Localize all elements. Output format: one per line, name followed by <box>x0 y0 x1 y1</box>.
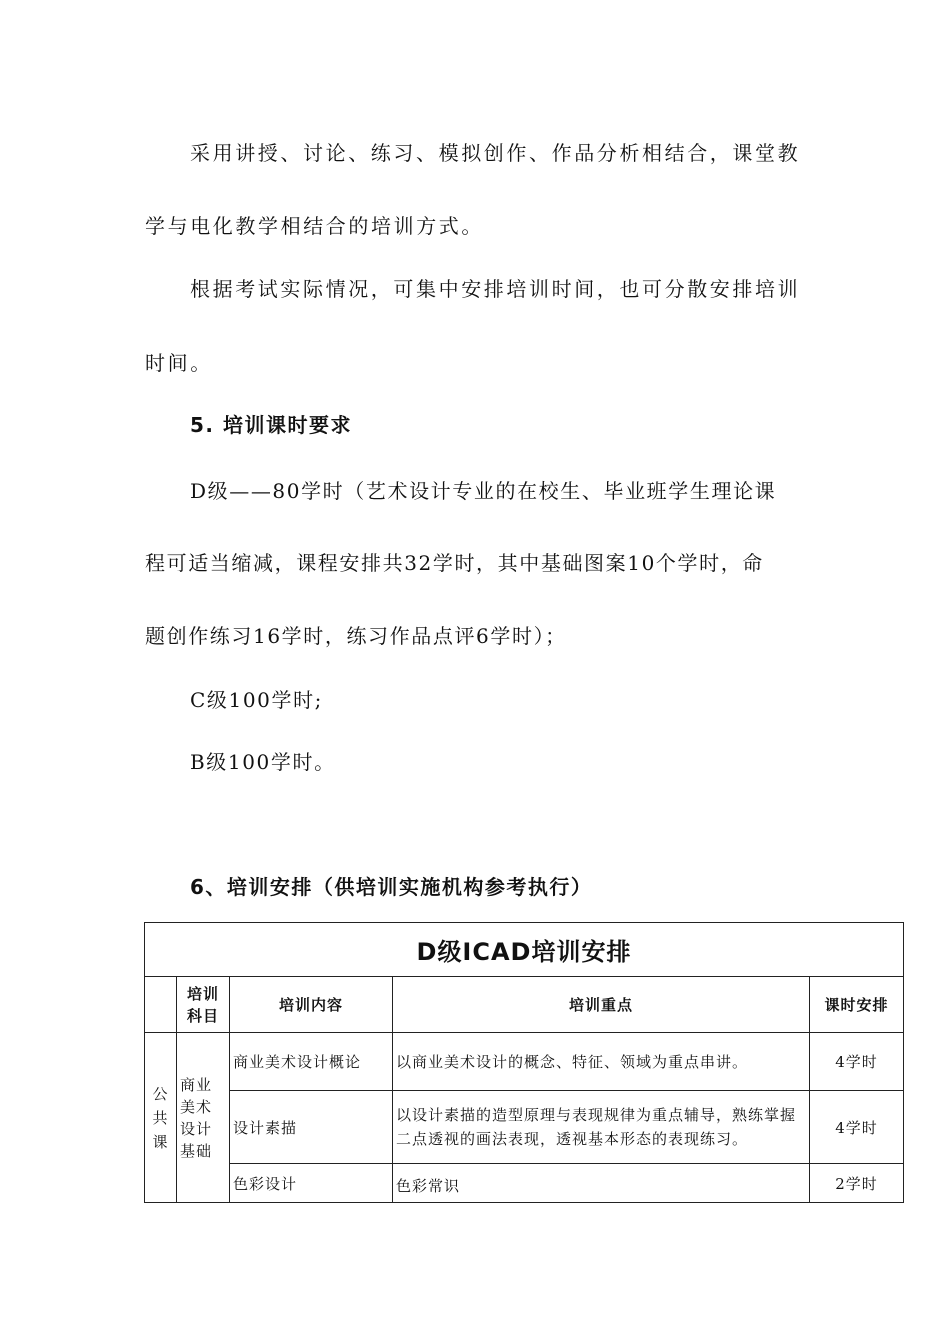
subject-cell: 商业美术设计基础 <box>177 1033 230 1203</box>
paragraph-line: 题创作练习16学时，练习作品点评6学时）； <box>145 624 567 648</box>
content-cell: 商业美术设计概论 <box>230 1033 393 1091</box>
content-cell: 色彩设计 <box>230 1164 393 1203</box>
paragraph-line: D级——80学时（艺术设计专业的在校生、毕业班学生理论课 <box>190 479 777 503</box>
paragraph-line: 根据考试实际情况，可集中安排培训时间，也可分散安排培训 <box>190 277 801 301</box>
hours-cell: 4学时 <box>810 1091 904 1164</box>
content-cell: 设计素描 <box>230 1091 393 1164</box>
training-schedule-table <box>144 922 904 1203</box>
paragraph-line: 学与电化教学相结合的培训方式。 <box>145 214 484 238</box>
table-title: D级ICAD培训安排 <box>145 923 904 977</box>
hours-cell: 4学时 <box>810 1033 904 1091</box>
table-row <box>145 1033 904 1091</box>
focus-cell: 色彩常识 <box>393 1164 810 1203</box>
paragraph-line: 程可适当缩减，课程安排共32学时，其中基础图案10个学时，命 <box>145 551 764 575</box>
section-heading-5: 5. 培训课时要求 <box>190 413 352 437</box>
focus-cell: 以商业美术设计的概念、特征、领域为重点串讲。 <box>393 1033 810 1091</box>
paragraph-line: C级100学时; <box>190 688 324 712</box>
category-cell: 公共课 <box>145 1033 177 1203</box>
table-header-subject: 培训科目 <box>177 977 230 1033</box>
hours-cell: 2学时 <box>810 1164 904 1203</box>
section-heading-6: 6、培训安排（供培训实施机构参考执行） <box>190 875 593 899</box>
table-header-content: 培训内容 <box>230 977 393 1033</box>
table-row <box>145 1091 904 1164</box>
paragraph-line: B级100学时。 <box>190 750 336 774</box>
table-header-blank <box>145 977 177 1033</box>
table-row <box>145 1164 904 1203</box>
paragraph-line: 时间。 <box>145 351 213 375</box>
table-header-focus: 培训重点 <box>393 977 810 1033</box>
table-header-hours: 课时安排 <box>810 977 904 1033</box>
paragraph-line: 采用讲授、讨论、练习、模拟创作、作品分析相结合，课堂教 <box>190 141 801 165</box>
focus-cell: 以设计素描的造型原理与表现规律为重点辅导，熟练掌握二点透视的画法表现，透视基本形态的表现练习。 <box>393 1091 810 1164</box>
